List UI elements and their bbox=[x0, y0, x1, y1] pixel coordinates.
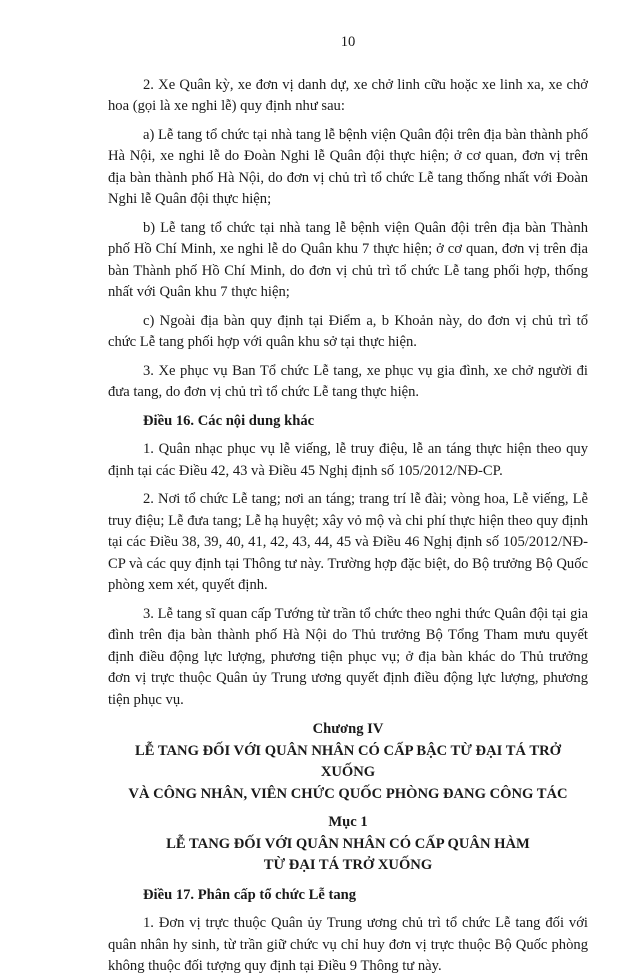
chapter-title-line-1: LỄ TANG ĐỐI VỚI QUÂN NHÂN CÓ CẤP BẬC TỪ ĐẠI TÁ TRỞ XUỐNG bbox=[135, 742, 561, 780]
chapter-heading bbox=[108, 719, 588, 805]
chapter-title-line-2: VÀ CÔNG NHÂN, VIÊN CHỨC QUỐC PHÒNG ĐANG CÔNG TÁC bbox=[128, 785, 568, 802]
page-number: 10 bbox=[340, 34, 356, 50]
article-17-heading: Điều 17. Phân cấp tổ chức Lễ tang bbox=[143, 886, 357, 903]
article-16-paragraph-1: 1. Quân nhạc phục vụ lễ viếng, lễ truy điệu, lễ an táng thực hiện theo quy định tại các Điều 42, 43 và Điều 45 Nghị định số 105/2012/NĐ-CP. bbox=[108, 441, 588, 479]
article-17-paragraph-1: 1. Đơn vị trực thuộc Quân ủy Trung ương chủ trì tổ chức Lễ tang đối với quân nhân hy sinh, từ trần giữ chức vụ chỉ huy đơn vị trực thuộc Bộ Quốc phòng không thuộc đối tượng quy định tại Điều 9 Thông tư này. bbox=[108, 915, 588, 974]
paragraph-point-a: a) Lễ tang tổ chức tại nhà tang lễ bệnh viện Quân đội trên địa bàn thành phố Hà Nội, xe nghi lễ do Đoàn Nghi lễ Quân đội thực hiện; ở cơ quan, đơn vị trên địa bàn thành phố Hà Nội, do đơn vị chủ trì tổ chức Lễ tang thống nhất với Đoàn Nghi lễ Quân đội thực hiện; bbox=[108, 126, 588, 207]
section-heading bbox=[108, 812, 588, 877]
article-16-paragraph-3: 3. Lễ tang sĩ quan cấp Tướng từ trần tổ chức theo nghi thức Quân đội tại gia đình trên địa bàn thành phố Hà Nội do Thủ trưởng Bộ Tổng Tham mưu quyết định điều động lực lượng, phương tiện phục vụ; ở địa bàn khác do Thủ trưởng đơn vị trực thuộc Quân ủy Trung ương quyết định điều động lực lượng, phương tiện phục vụ. bbox=[108, 605, 588, 708]
paragraph-item-3: 3. Xe phục vụ Ban Tổ chức Lễ tang, xe phục vụ gia đình, xe chở người đi đưa tang, do đơn vị chủ trì tổ chức Lễ tang thực hiện. bbox=[108, 362, 588, 400]
article-16-heading: Điều 16. Các nội dung khác bbox=[143, 412, 315, 429]
article-16-paragraph-2: 2. Nơi tổ chức Lễ tang; nơi an táng; trang trí lễ đài; vòng hoa, Lễ viếng, Lễ truy điệu; Lễ đưa tang; Lễ hạ huyệt; xây vỏ mộ và chi phí thực hiện theo quy định tại các Điều 38, 39, 40, 41, 42, 43, 44, 45 và Điều 46 Nghị định số 105/2012/NĐ-CP và các quy định tại Thông tư này. Trường hợp đặc biệt, do Bộ trưởng Bộ Quốc phòng xem xét, quyết định. bbox=[108, 491, 588, 593]
chapter-label: Chương IV bbox=[312, 721, 384, 737]
paragraph-item-2: 2. Xe Quân kỳ, xe đơn vị danh dự, xe chở linh cữu hoặc xe linh xa, xe chở hoa (gọi là xe nghi lễ) quy định như sau: bbox=[108, 76, 588, 114]
section-label: Mục 1 bbox=[328, 814, 368, 830]
section-title-line-1: LỄ TANG ĐỐI VỚI QUÂN NHÂN CÓ CẤP QUÂN HÀM bbox=[166, 835, 530, 852]
paragraph-point-c: c) Ngoài địa bàn quy định tại Điểm a, b Khoản này, do đơn vị chủ trì tổ chức Lễ tang phối hợp với quân khu sở tại thực hiện. bbox=[108, 312, 588, 350]
paragraph-point-b: b) Lễ tang tổ chức tại nhà tang lễ bệnh viện Quân đội trên địa bàn Thành phố Hồ Chí Minh, xe nghi lễ do Quân khu 7 thực hiện; ở cơ quan, đơn vị trên địa bàn Thành phố Hồ Chí Minh, do đơn vị chủ trì tổ chức Lễ tang phối hợp, thống nhất với Quân khu 7 thực hiện; bbox=[108, 219, 588, 300]
section-title-line-2: TỪ ĐẠI TÁ TRỞ XUỐNG bbox=[263, 857, 433, 873]
